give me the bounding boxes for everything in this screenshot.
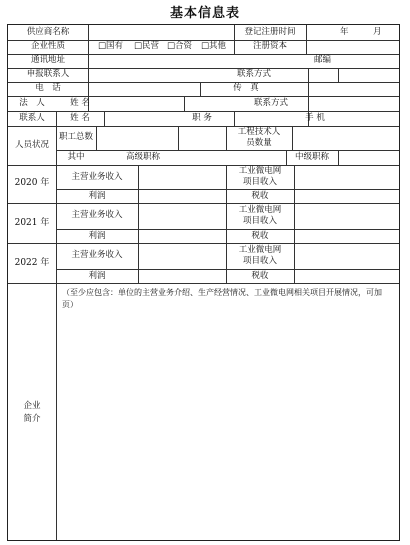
main-revenue-label: 主营业务收入 (71, 210, 123, 220)
profit-label: 利润 (88, 191, 106, 201)
middle-title-label: 中级职称 (294, 152, 329, 162)
senior-title-label: 高级职称 (125, 152, 160, 162)
tech-staff-label-2: 员数量 (246, 138, 272, 148)
row-line (56, 189, 399, 190)
total-staff-label: 职工总数 (58, 132, 93, 142)
supplier-name-label: 供应商名称 (26, 27, 70, 37)
contact-name-label: 姓 名 (70, 113, 90, 123)
year-label: 2020 年 (14, 178, 50, 188)
profit-label: 利润 (88, 231, 106, 241)
main-revenue-label: 主营业务收入 (71, 250, 123, 260)
contact-method-label: 联系方式 (236, 69, 271, 79)
reg-capital-label: 注册资本 (252, 41, 287, 51)
row-line (56, 229, 399, 230)
tech-staff-label-1: 工程技术人 (237, 127, 281, 137)
mobile-label: 手 机 (305, 113, 325, 123)
col-line (234, 111, 235, 126)
tax-label: 税收 (251, 191, 269, 201)
position-label: 职 务 (192, 113, 212, 123)
year-unit: 年 (340, 27, 349, 37)
col-line (338, 68, 339, 82)
microgrid-revenue-label-1: 工业微电网 (238, 166, 282, 176)
col-line (308, 68, 309, 111)
microgrid-revenue-label-1: 工业微电网 (238, 205, 282, 215)
fax-label: 传 真 (233, 83, 259, 93)
microgrid-revenue-label-2: 项目收入 (242, 256, 277, 266)
reg-time-label: 登记注册时间 (244, 27, 296, 37)
row-line (8, 96, 399, 97)
legal-label: 法 人 (19, 98, 45, 108)
staff-label: 人员状况 (14, 140, 49, 150)
col-line (338, 150, 339, 165)
option-private[interactable]: □民营 (134, 41, 160, 51)
row-line (56, 269, 399, 270)
contact-person-label: 联系人 (19, 113, 45, 123)
col-line (294, 165, 295, 283)
microgrid-revenue-label-1: 工业微电网 (238, 245, 282, 255)
col-line (184, 96, 185, 111)
option-state[interactable]: □国有 (98, 41, 124, 51)
year-label: 2021 年 (14, 218, 50, 228)
microgrid-revenue-label-2: 项目收入 (242, 177, 277, 187)
month-unit: 月 (373, 27, 382, 37)
row-line (56, 150, 399, 151)
legal-name-label: 姓 名 (70, 98, 90, 108)
col-line (138, 165, 139, 283)
postcode-label: 邮编 (314, 55, 332, 65)
row-line (8, 126, 399, 127)
col-line (306, 25, 307, 54)
option-joint[interactable]: □合资 (167, 41, 193, 51)
info-table (7, 24, 400, 541)
among-label: 其中 (67, 152, 85, 162)
row-line (8, 111, 399, 112)
microgrid-revenue-label-2: 项目收入 (242, 216, 277, 226)
address-label: 通讯地址 (30, 55, 65, 65)
row-line (8, 283, 399, 284)
col-line (178, 126, 179, 150)
col-line (292, 126, 293, 150)
nature-label: 企业性质 (30, 41, 65, 51)
row-line (8, 203, 399, 204)
main-revenue-label: 主营业务收入 (71, 172, 123, 182)
tax-label: 税收 (251, 231, 269, 241)
year-label: 2022 年 (14, 258, 50, 268)
intro-label: 企业 简介 (23, 401, 41, 424)
phone-label: 电 话 (35, 83, 61, 93)
row-line (8, 243, 399, 244)
col-line (96, 126, 97, 150)
col-line (104, 111, 105, 126)
profit-label: 利润 (88, 271, 106, 281)
legal-contact-label: 联系方式 (253, 98, 288, 108)
option-other[interactable]: □其他 (201, 41, 227, 51)
intro-note[interactable]: （至少应包含：单位的主营业务介绍、生产经营情况、工业微电网相关项目开展情况，可加页） (62, 288, 382, 309)
contact-label: 申报联系人 (26, 69, 70, 79)
col-line (56, 283, 57, 540)
form-title: 基本信息表 (169, 6, 240, 21)
row-line (8, 165, 399, 166)
tax-label: 税收 (251, 271, 269, 281)
